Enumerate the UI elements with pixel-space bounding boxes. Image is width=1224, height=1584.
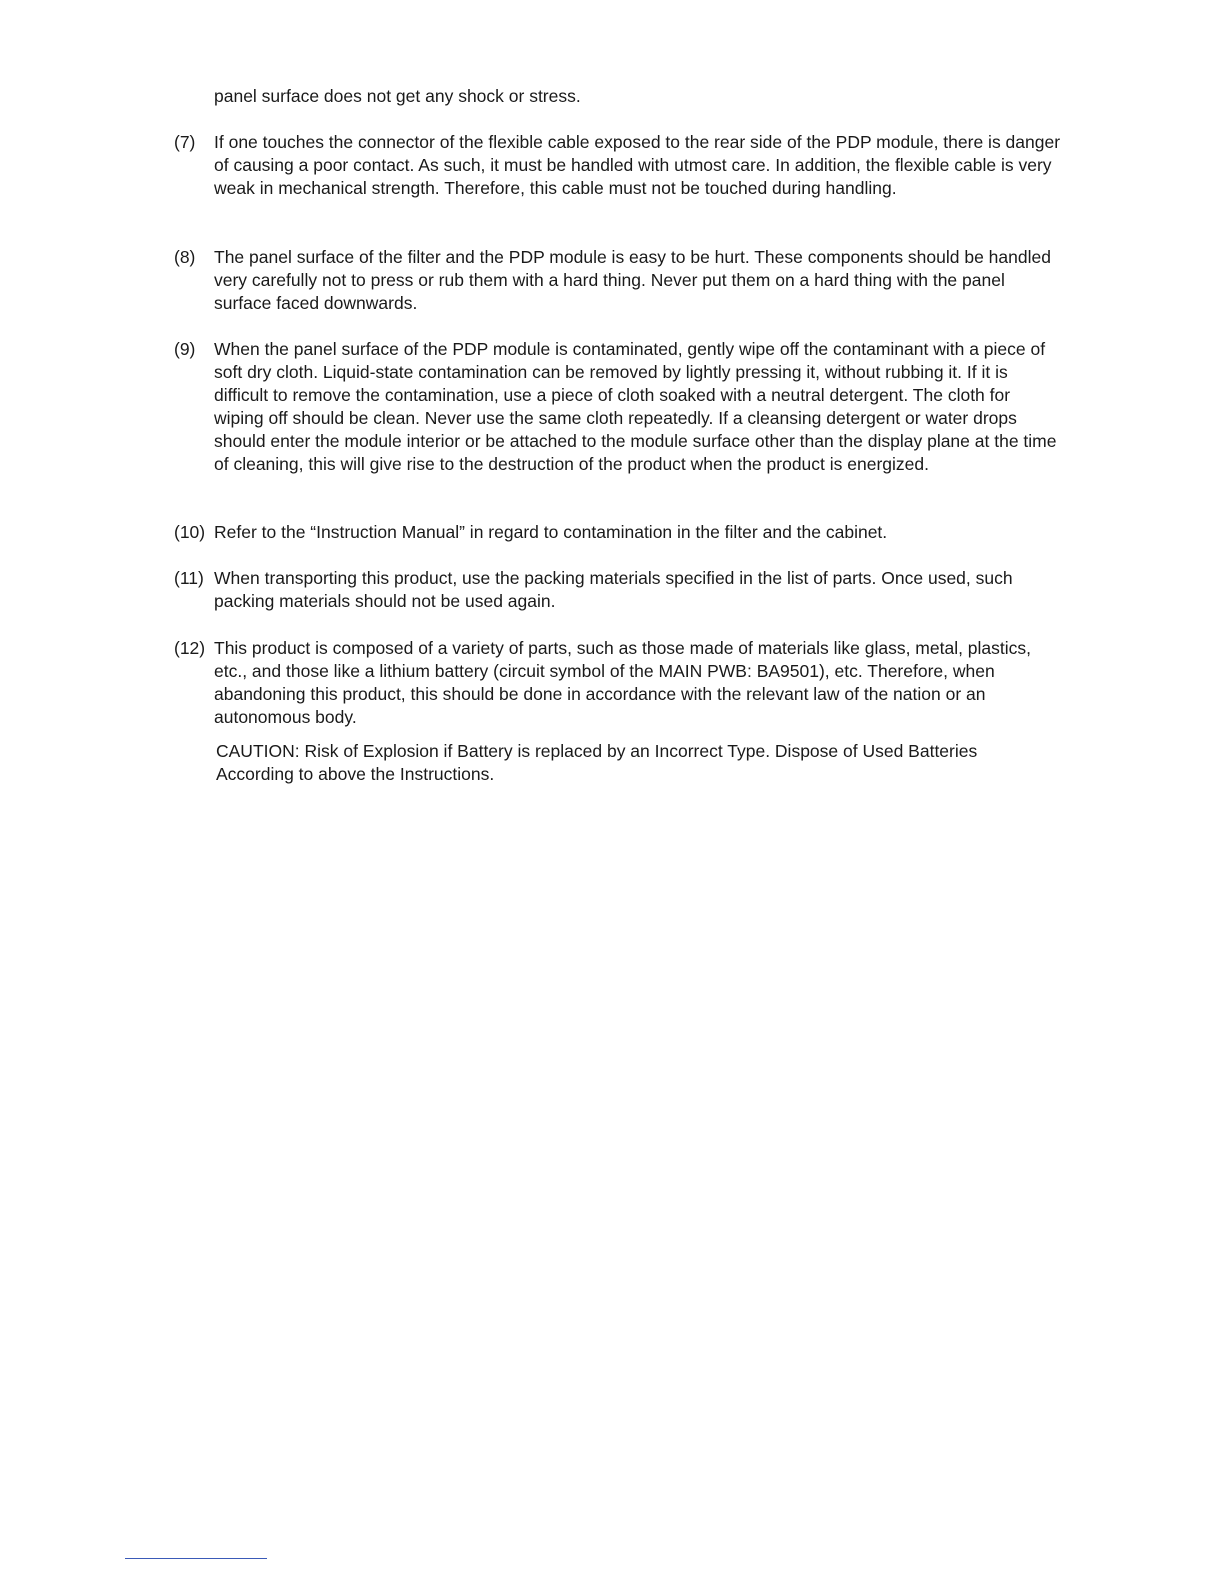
item-number: (11) (174, 568, 204, 588)
item-number: (9) (174, 339, 196, 359)
footnote-separator-line (125, 1558, 267, 1559)
item-number: (8) (174, 247, 196, 267)
item-text: Refer to the “Instruction Manual” in regard to contamination in the filter and the cabinet. (214, 522, 888, 542)
continuation-paragraph: panel surface does not get any shock or stress. (214, 86, 581, 106)
item-number: (12) (174, 638, 206, 658)
item-number: (10) (174, 522, 206, 542)
list-item-8 (174, 246, 1064, 315)
item-text: When the panel surface of the PDP module is contaminated, gently wipe off the contaminant with a piece of soft dry cloth. Liquid-state contamination can be removed by lightly pressing it, without rubbing it. If it is difficult to remove the contamination, use a piece of cloth soaked with a neutral detergent. The cloth for wiping off should be clean. Never use the same cloth repeatedly. If a cleansing detergent or water drops should enter the module interior or be attached to the module surface other than the display plane at the time of cleaning, this will give rise to the destruction of the product when the product is energized. (214, 339, 1057, 474)
item-text: This product is composed of a variety of parts, such as those made of materials like glass, metal, plastics, etc., and those like a lithium battery (circuit symbol of the MAIN PWB: BA9501), etc. Therefore, when abandoning this product, this should be done in accordance with the relevant law of the nation or an autonomous body. (214, 638, 1032, 727)
item-number: (7) (174, 132, 196, 152)
list-item-12 (174, 637, 1064, 729)
list-item-11 (174, 567, 1064, 613)
list-item-10 (174, 521, 1064, 544)
list-item-9 (174, 338, 1064, 476)
item-text: When transporting this product, use the packing materials specified in the list of parts. Once used, such packing materials should not be used again. (214, 568, 1013, 611)
item-text: The panel surface of the filter and the PDP module is easy to be hurt. These components should be handled very carefully not to press or rub them with a hard thing. Never put them on a hard thing with the panel surface faced downwards. (214, 247, 1051, 313)
list-item-7 (174, 131, 1064, 200)
caution-notice: CAUTION: Risk of Explosion if Battery is replaced by an Incorrect Type. Dispose of Used Batteries According to above the Instructions. (216, 741, 978, 784)
item-text: If one touches the connector of the flexible cable exposed to the rear side of the PDP module, there is danger of causing a poor contact. As such, it must be handled with utmost care. In addition, the flexible cable is very weak in mechanical strength. Therefore, this cable must not be touched during handling. (214, 132, 1061, 198)
